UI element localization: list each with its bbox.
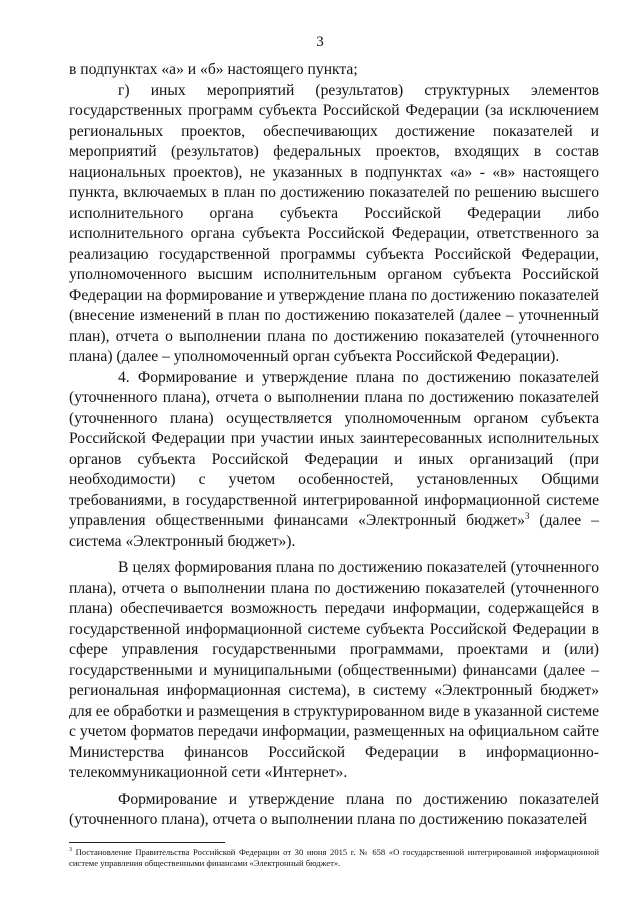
- footnote-reference: 3: [524, 510, 530, 521]
- footnote-divider: [69, 842, 225, 843]
- body-text: [69, 60, 599, 831]
- footnote-text: Постановление Правительства Российской Федерации от 30 июня 2015 г. № 658 «О государственной интегрированной информационной системе управления общественными финансами «Электронный бюджет».: [69, 847, 599, 868]
- footnote-number: 3: [69, 847, 72, 854]
- paragraph-item-4-tail: (далее – система «Электронный бюджет»).: [69, 512, 599, 550]
- paragraph-item-4-text: 4. Формирование и утверждение плана по достижению показателей (уточненного плана), отчета о выполнении плана по достижению показателей (уточненного плана) осуществляется уполномоченным органом субъекта Российской Федерации при участии иных заинтересованных исполнительных органов субъекта Российской Федерации и иных организаций (при необходимости) с учетом особенностей, установленных Общими требованиями, в государственной интегрированной информационной системе управления общественными финансами «Электронный бюджет»: [69, 368, 599, 529]
- footnote: [69, 847, 599, 869]
- paragraph-formation: Формирование и утверждение плана по достижению показателей (уточненного плана), отчета о выполнении плана по достижению показателей: [69, 790, 599, 828]
- paragraph-data-transfer: В целях формирования плана по достижению показателей (уточненного плана), отчета о выполнении плана по достижению показателей (уточненного плана) обеспечивается возможность передачи информации, содержащейся в государственной информационной системе субъекта Российской Федерации в сфере управления государственными программами, проектами и (или) государственными и муниципальными (общественными) финансами (далее – региональная информационная система), в систему «Электронный бюджет» для ее обработки и размещения в структурированном виде в указанной системе с учетом форматов передачи информации, размещенных на официальном сайте Министерства финансов Российской Федерации в информационно-телекоммуникационной сети «Интернет».: [69, 559, 599, 781]
- paragraph-item-4: [69, 368, 599, 553]
- paragraph-continuation: в подпунктах «а» и «б» настоящего пункта;: [69, 61, 358, 78]
- paragraph-subitem-g: г) иных мероприятий (результатов) структурных элементов государственных программ субъекта Российской Федерации (за исключением региональных проектов, обеспечивающих достижение показателей и мероприятий (результатов) федеральных проектов, входящих в состав национальных проектов), не указанных в подпунктах «а» - «в» настоящего пункта, включаемых в план по достижению показателей по решению высшего исполнительного органа субъекта Российской Федерации либо исполнительного органа субъекта Российской Федерации, ответственного за реализацию государственной программы субъекта Российской Федерации, уполномоченного высшим исполнительным органом субъекта Российской Федерации на формирование и утверждение плана по достижению показателей (внесение изменений в план по достижению показателей (далее – уточненный план), отчета о выполнении плана по достижению показателей (уточненного плана) (далее – уполномоченный орган субъекта Российской Федерации).: [69, 81, 599, 365]
- page-number: 3: [316, 34, 324, 50]
